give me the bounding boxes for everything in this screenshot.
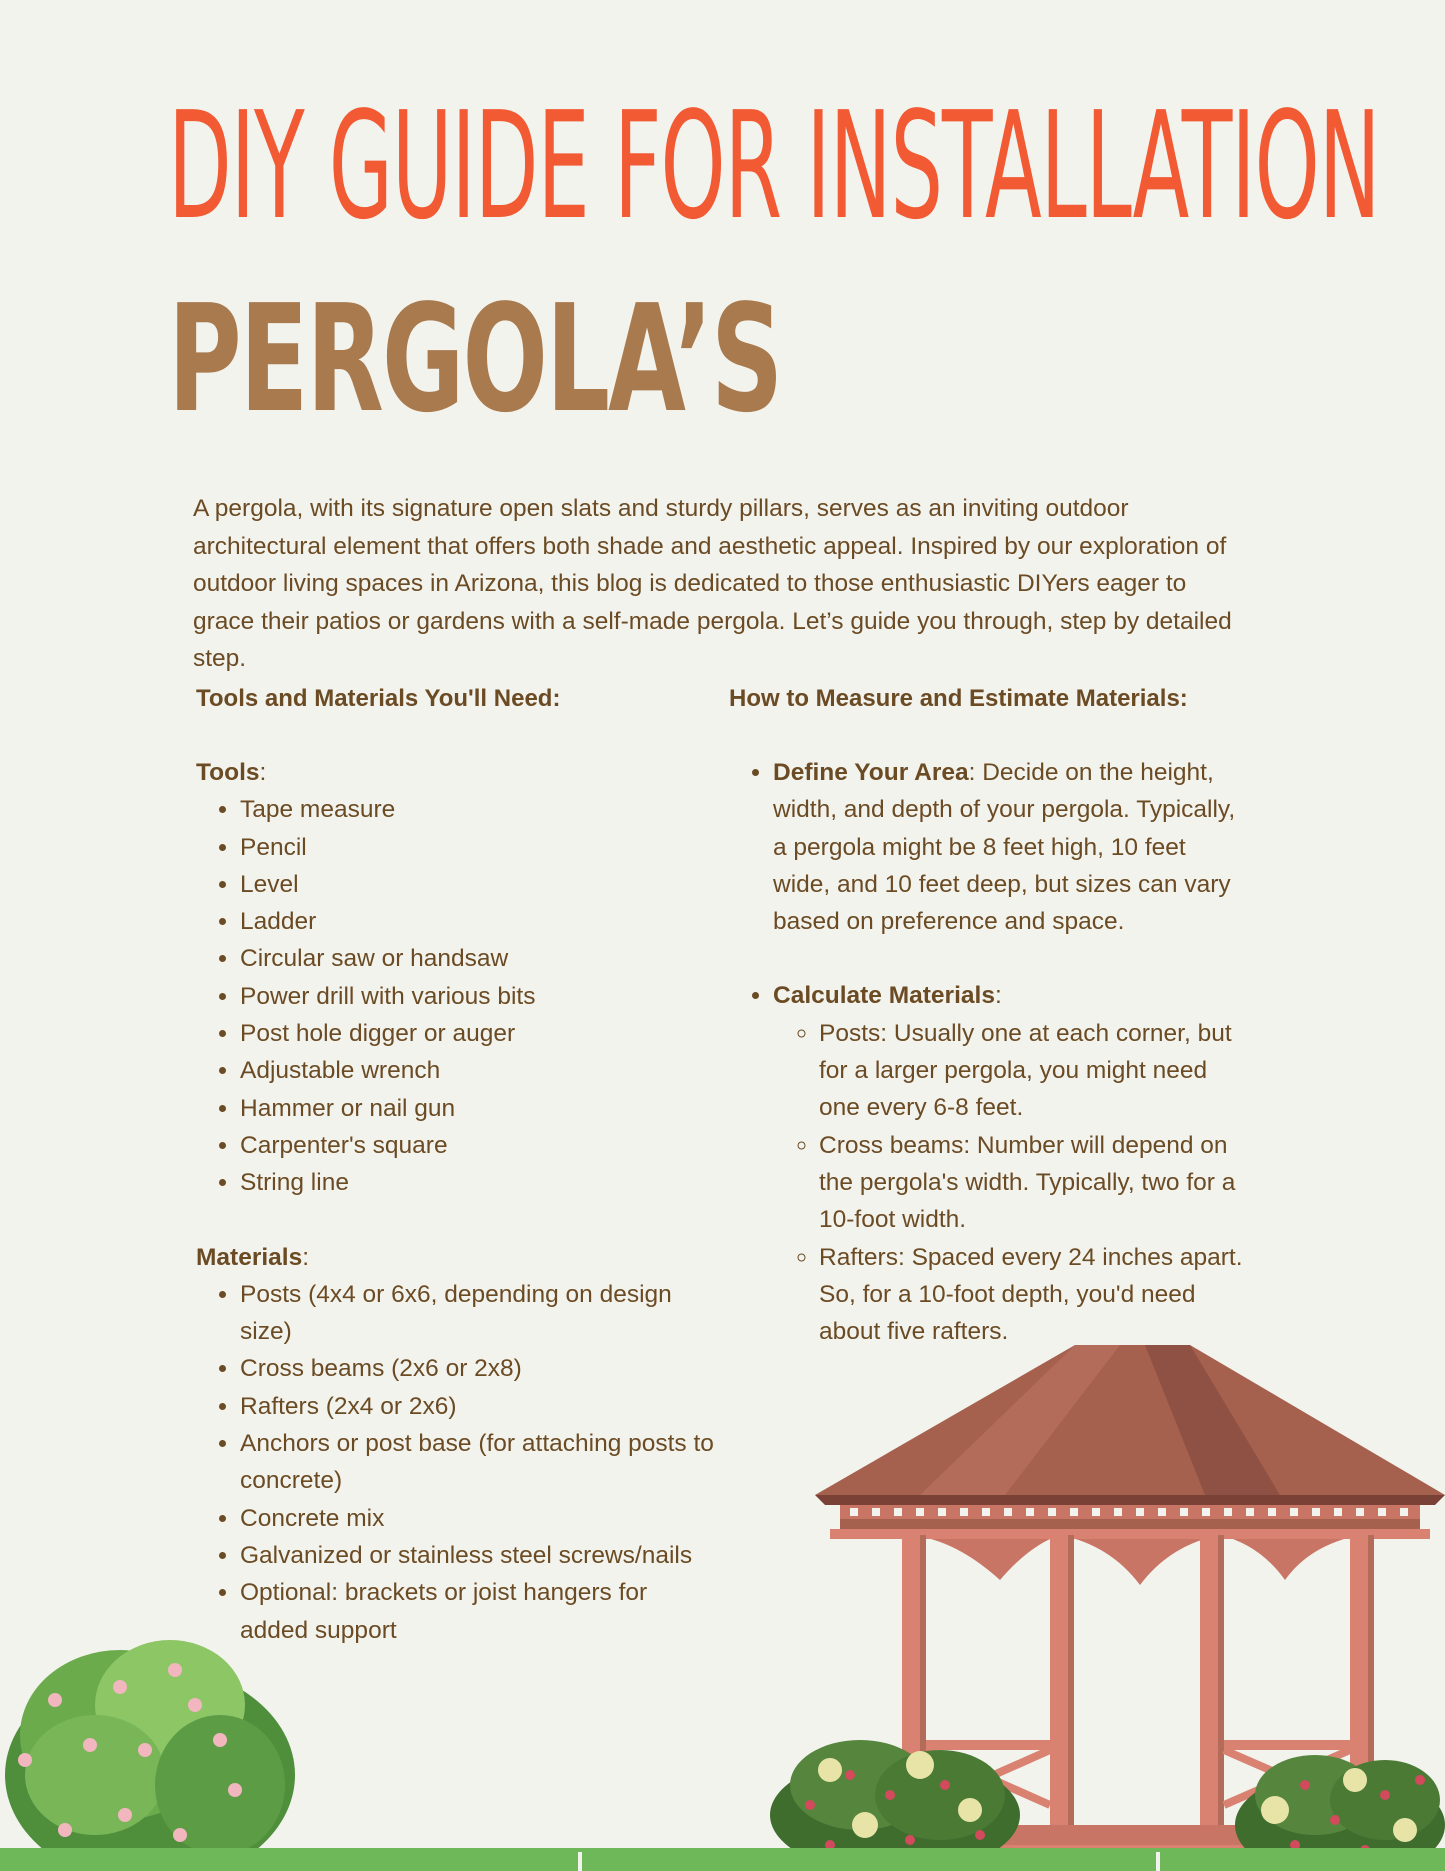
calc-materials-item xyxy=(773,977,1249,1350)
tool-item: • Pencil xyxy=(240,829,716,866)
material-item: • Optional: brackets or joist hangers for added support xyxy=(240,1574,716,1649)
tool-item: • Carpenter's square xyxy=(240,1127,716,1164)
material-item: • Anchors or post base (for attaching posts to concrete) xyxy=(240,1425,716,1500)
tool-item: • Post hole digger or auger xyxy=(240,1015,716,1052)
materials-label: Materials xyxy=(196,1243,303,1271)
measure-heading: How to Measure and Estimate Materials: xyxy=(729,685,1188,712)
define-area-label: Define Your Area xyxy=(773,759,969,786)
tools-list xyxy=(196,791,716,1201)
tool-item: • Tape measure xyxy=(240,791,716,828)
tool-item: • Ladder xyxy=(240,903,716,940)
tools-materials-column xyxy=(196,680,716,1649)
calc-materials-list xyxy=(773,1015,1249,1351)
tool-item: • Adjustable wrench xyxy=(240,1052,716,1089)
tool-item: • Hammer or nail gun xyxy=(240,1090,716,1127)
tools-label: Tools xyxy=(196,759,260,786)
define-area-text: : Decide on the height, width, and depth of your pergola. Typically, a pergola might be 8 feet high, 10 feet wide, and 10 feet deep, but sizes can vary based on preference and space. xyxy=(773,759,1236,936)
define-area-item xyxy=(773,754,1249,940)
tool-item: • Circular saw or handsaw xyxy=(240,940,716,977)
calc-item: ◦ Posts: Usually one at each corner, but for a larger pergola, you might need one every 6-8 feet. xyxy=(819,1015,1249,1127)
bush-illustration xyxy=(0,1625,300,1871)
grass-strip xyxy=(0,1840,1445,1871)
material-item: • Concrete mix xyxy=(240,1500,716,1537)
calc-item: ◦ Rafters: Spaced every 24 inches apart. So, for a 10-foot depth, you'd need about five rafters. xyxy=(819,1239,1249,1351)
material-item: • Cross beams (2x6 or 2x8) xyxy=(240,1350,716,1387)
intro-paragraph: A pergola, with its signature open slats and sturdy pillars, serves as an inviting outdoor architectural element that offers both shade and aesthetic appeal. Inspired by our exploration of outdoor living spaces in Arizona, this blog is dedicated to those enthusiastic DIYers eager to grace their patios or gardens with a self-made pergola. Let’s guide you through, step by detailed step. xyxy=(193,495,1232,672)
title-line-2: PERGOLA’S xyxy=(168,273,782,445)
tools-label-line: Tools: xyxy=(196,759,267,786)
materials-label-line: Materials: xyxy=(196,1243,310,1271)
measure-list xyxy=(729,754,1249,1350)
tools-materials-heading: Tools and Materials You'll Need: xyxy=(196,685,561,712)
tool-item: • Level xyxy=(240,866,716,903)
calc-materials-label: Calculate Materials xyxy=(773,982,995,1010)
material-item: • Posts (4x4 or 6x6, depending on design size) xyxy=(240,1276,716,1351)
measure-column xyxy=(729,680,1249,1350)
title-line-1: DIY GUIDE FOR INSTALLATION xyxy=(168,80,1380,252)
tool-item: • String line xyxy=(240,1164,716,1201)
calc-materials-colon: : xyxy=(994,982,1002,1010)
materials-list xyxy=(196,1276,716,1649)
material-item: • Rafters (2x4 or 2x6) xyxy=(240,1388,716,1425)
material-item: • Galvanized or stainless steel screws/nails xyxy=(240,1537,716,1574)
calc-item: ◦ Cross beams: Number will depend on the pergola's width. Typically, two for a 10-foot width. xyxy=(819,1127,1249,1239)
tool-item: • Power drill with various bits xyxy=(240,978,716,1015)
